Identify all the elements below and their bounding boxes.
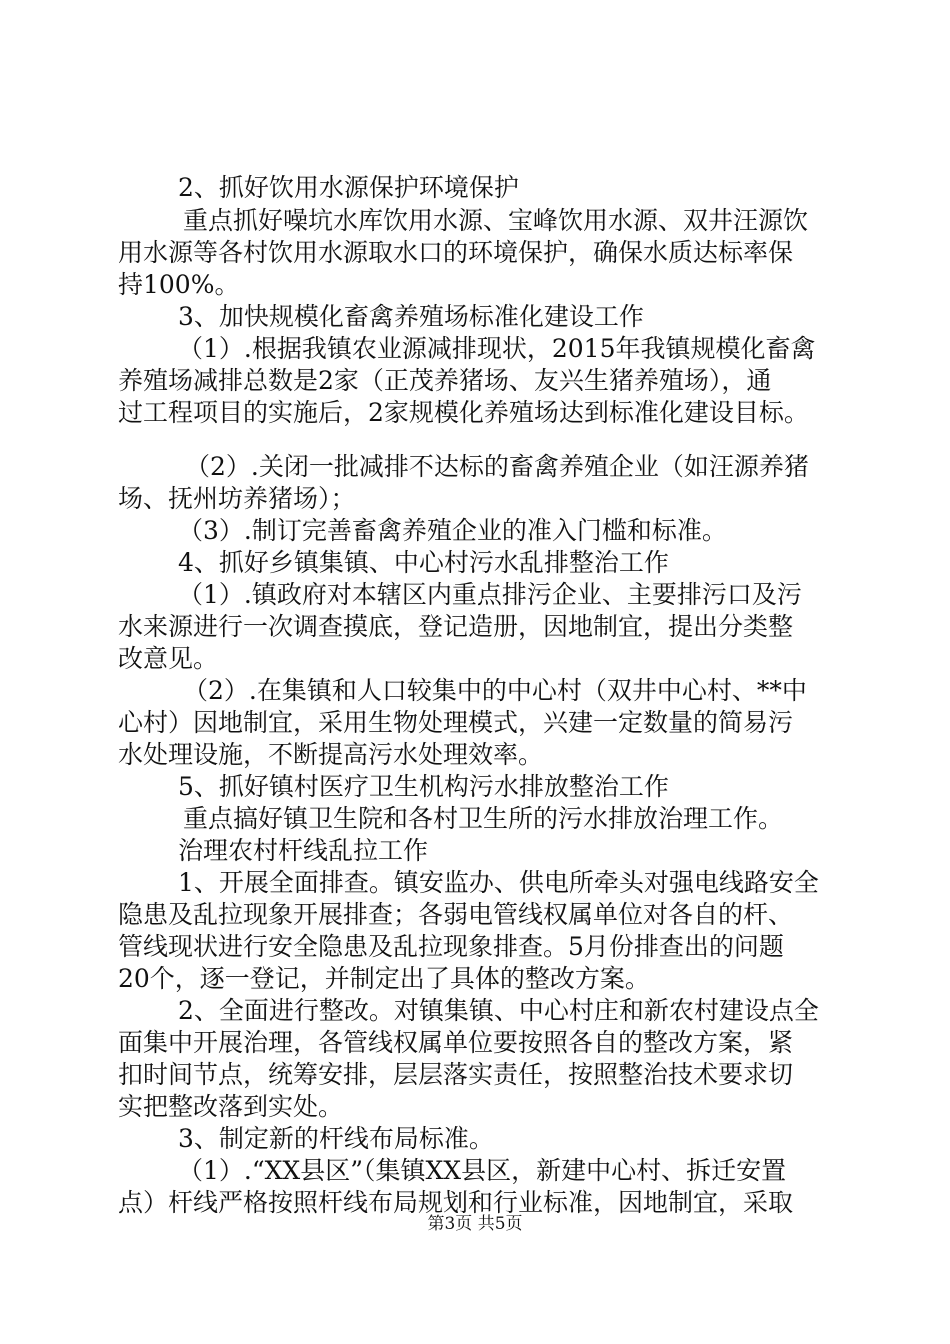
text-line: 重点抓好噪坑水库饮用水源、宝峰饮用水源、双井汪源饮 — [183, 206, 809, 235]
text-line: 2、抓好饮用水源保护环境保护 — [178, 173, 519, 202]
text-line: （1）.“XX县区”（集镇XX县区，新建中心村、拆迁安置 — [178, 1156, 787, 1185]
text-line: 20个，逐一登记，并制定出了具体的整改方案。 — [118, 964, 650, 993]
text-line: 4、抓好乡镇集镇、中心村污水乱排整治工作 — [178, 548, 669, 577]
text-line: 隐患及乱拉现象开展排查；各弱电管线权属单位对各自的杆、 — [118, 900, 794, 929]
text-line: 3、加快规模化畜禽养殖场标准化建设工作 — [178, 302, 644, 331]
text-line: 面集中开展治理，各管线权属单位要按照各自的整改方案，紧 — [118, 1028, 794, 1057]
text-line: 持100%。 — [118, 270, 240, 299]
text-line: （1）.根据我镇农业源减排现状，2015年我镇规模化畜禽 — [178, 334, 816, 363]
text-line: 用水源等各村饮用水源取水口的环境保护，确保水质达标率保 — [118, 238, 794, 267]
text-line: 扣时间节点，统筹安排，层层落实责任，按照整治技术要求切 — [118, 1060, 794, 1089]
text-line: （2）.关闭一批减排不达标的畜禽养殖企业（如汪源养猪 — [185, 452, 809, 481]
page-number-footer: 第3页 共5页 — [427, 1214, 523, 1234]
text-line: （1）.镇政府对本辖区内重点排污企业、主要排污口及污 — [178, 580, 802, 609]
text-line: 水处理设施，不断提高污水处理效率。 — [118, 740, 544, 769]
text-line: 水来源进行一次调查摸底，登记造册，因地制宜，提出分类整 — [118, 612, 794, 641]
text-line: 改意见。 — [118, 644, 219, 673]
text-line: 3、制定新的杆线布局标准。 — [178, 1124, 494, 1153]
text-line: 场、抚州坊养猪场）； — [118, 484, 356, 513]
text-line: 实把整改落到实处。 — [118, 1092, 344, 1121]
text-line: 1、开展全面排查。镇安监办、供电所牵头对强电线路安全 — [178, 868, 819, 897]
text-line: 点）杆线严格按照杆线布局规划和行业标准，因地制宜，采取 — [118, 1188, 794, 1217]
text-line: 心村）因地制宜，采用生物处理模式，兴建一定数量的简易污 — [118, 708, 794, 737]
text-line: （3）.制订完善畜禽养殖企业的准入门槛和标准。 — [178, 516, 727, 545]
text-line: 2、全面进行整改。对镇集镇、中心村庄和新农村建设点全 — [178, 996, 819, 1025]
text-line: 管线现状进行安全隐患及乱拉现象排查。5月份排查出的问题 — [118, 932, 784, 961]
text-line: 过工程项目的实施后，2家规模化养殖场达到标准化建设目标。 — [118, 398, 809, 427]
text-line: 5、抓好镇村医疗卫生机构污水排放整治工作 — [178, 772, 669, 801]
text-line: 治理农村杆线乱拉工作 — [178, 836, 429, 865]
text-line: 重点搞好镇卫生院和各村卫生所的污水排放治理工作。 — [183, 804, 784, 833]
text-line: （2）.在集镇和人口较集中的中心村（双井中心村、**中 — [183, 676, 807, 705]
text-line: 养殖场减排总数是2家（正茂养猪场、友兴生猪养殖场），通 — [118, 366, 772, 395]
